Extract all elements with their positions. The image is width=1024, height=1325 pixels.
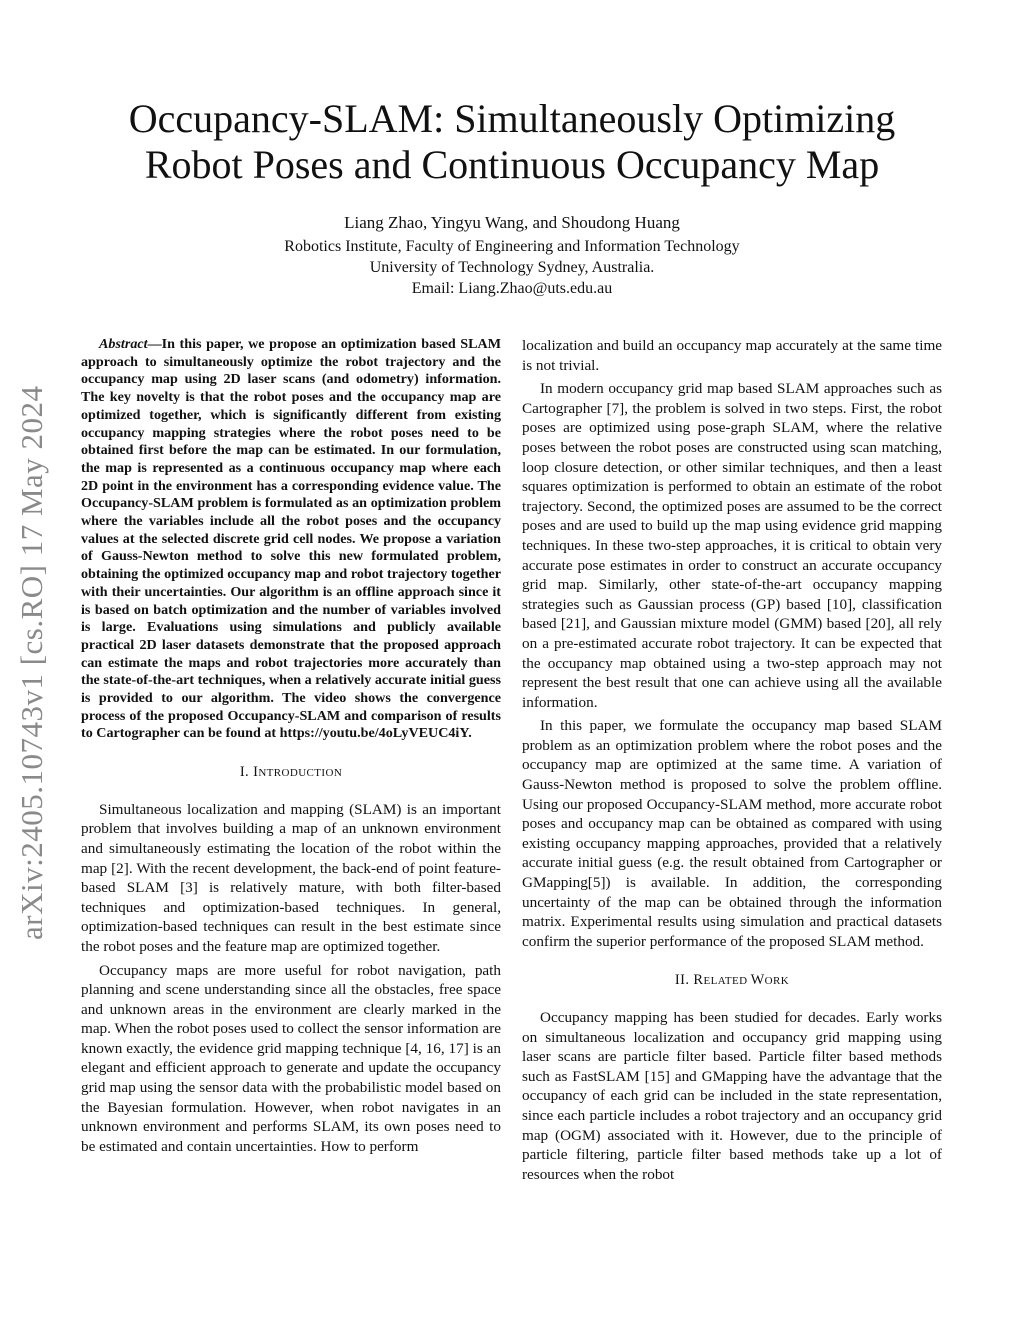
affiliation-line-2: University of Technology Sydney, Australia. xyxy=(369,259,655,276)
paper-title xyxy=(60,96,964,188)
intro-paragraph-1: Simultaneous localization and mapping (SLAM) is an important problem that involves building a map of an unknown environment and simultaneously estimating the location of the robot within the map [2]. With the recent development, the back-end of point feature-based SLAM [3] is relatively mature, with both filter-based techniques and optimization-based techniques. In general, optimization-based techniques can result in the best estimate since the robot poses and the feature map are optimized together. xyxy=(81,800,501,955)
section-initial: I xyxy=(253,764,259,781)
intro-paragraph-3: localization and build an occupancy map accurately at the same time is not trivial. xyxy=(522,337,942,374)
section-numeral: I. xyxy=(239,764,254,781)
intro-paragraph-5: In this paper, we formulate the occupancy map based SLAM problem as an optimization problem where the robot poses and the occupancy map are optimized at the same time. A variation of Gauss-Newton method is proposed to solve the problem offline. Using our proposed Occupancy-SLAM method, more accurate robot poses and occupancy map can be obtained as compared with using existing occupancy mapping approaches, provided that a relatively accurate initial guess (e.g. the result obtained from Cartographer or GMapping[5]) is available. In addition, the corresponding uncertainty of the map can be obtained through the information matrix. Experimental results using simulation and practical datasets confirm the superior performance of the proposed SLAM method. xyxy=(522,717,942,950)
author-names: Liang Zhao, Yingyu Wang, and Shoudong Huang xyxy=(344,213,680,232)
abstract-label: Abstract xyxy=(99,336,148,352)
section-numeral: II. xyxy=(674,972,694,989)
right-column xyxy=(522,336,942,1184)
section-title-rest: NTRODUCTION xyxy=(258,767,343,780)
intro-paragraph-4: In modern occupancy grid map based SLAM approaches such as Cartographer [7], the problem is solved in two steps. First, the robot poses are optimized using pose-graph SLAM, where the relative poses between the robot poses are constructed using scan matching, loop closure detection, or other similar techniques, and then a least squares optimization is performed to obtain an estimate of the robot trajectory. Second, the optimized poses are assumed to be the correct poses and are used to build up the map using evidence grid mapping techniques. In these two-step approaches, it is critical to obtain very accurate pose estimates in order to construct an accurate occupancy grid map. Similarly, other state-of-the-art occupancy mapping strategies such as Gaussian process (GP) based [10], classification based [21], and Gaussian mixture model (GMM) based [20], all rely on a pre-estimated accurate robot trajectory. It can be expected that the occupancy map obtained using a two-step approach may not represent the best result that one can achieve using all the available information. xyxy=(522,380,942,711)
related-work-paragraph-1: Occupancy mapping has been studied for decades. Early works on simultaneous localization and occupancy grid mapping using laser scans are particle filter based. Particle filter based methods such as FastSLAM [15] and GMapping have the advantage that the occupancy of each grid can be included in the state representation, since each particle includes a robot trajectory and an occupancy grid map (OGM) associated with it. However, due to the principle of particle filtering, particle filter based methods take up a lot of resources when the robot xyxy=(522,1009,942,1183)
arxiv-stamp: arXiv:2405.10743v1 [cs.RO] 17 May 2024 xyxy=(14,385,49,940)
section-heading-related-work xyxy=(522,971,942,992)
author-email: Email: Liang.Zhao@uts.edu.au xyxy=(411,280,613,297)
section-initial: W xyxy=(750,972,765,989)
section-title-rest: ELATED xyxy=(703,975,751,988)
title-line-2: Robot Poses and Continuous Occupancy Map xyxy=(144,142,880,187)
section-title-rest: ORK xyxy=(764,975,790,988)
title-line-1: Occupancy-SLAM: Simultaneously Optimizing xyxy=(128,96,896,141)
affiliation-line-1: Robotics Institute, Faculty of Engineering and Information Technology xyxy=(284,238,740,255)
abstract xyxy=(81,336,501,743)
abstract-text: —In this paper, we propose an optimization based SLAM approach to simultaneously optimize the robot trajectory and the occupancy map using 2D laser scans (and odometry) information. The key novelty is that the robot poses and the occupancy map are optimized together, which is significantly different from existing occupancy mapping strategies where the robot poses need to be obtained first before the map can be estimated. In our formulation, the map is represented as a continuous occupancy map where each 2D point in the environment has a corresponding evidence value. The Occupancy-SLAM problem is formulated as an optimization problem where the variables include all the robot poses and the occupancy values at the selected discrete grid cell nodes. We propose a variation of Gauss-Newton method to solve this new formulated problem, obtaining the optimized occupancy map and robot trajectory together with their uncertainties. Our algorithm is an offline approach since it is based on batch optimization and the number of variables involved is large. Evaluations using simulations and publicly available practical 2D laser datasets demonstrate that the proposed approach can estimate the maps and robot trajectories more accurately than the state-of-the-art techniques, when a relatively accurate initial guess is provided to our algorithm. The video shows the convergence process of the proposed Occupancy-SLAM and comparison of results to Cartographer can be found at https://youtu.be/4oLyVEUC4iY. xyxy=(81,336,501,742)
intro-paragraph-2: Occupancy maps are more useful for robot navigation, path planning and scene understanding since all the obstacles, free space and unknown areas in the environment are clearly marked in the map. When the robot poses used to collect the sensor information are known exactly, the evidence grid mapping technique [4, 16, 17] is an elegant and efficient approach to generate and update the occupancy grid map using the sensor data with the probabilistic model based on the Bayesian formulation. However, when robot navigates in an unknown environment and performs SLAM, its own poses need to be estimated and contain uncertainties. How to perform xyxy=(81,961,501,1155)
section-heading-introduction xyxy=(81,763,501,784)
section-initial: R xyxy=(693,972,704,989)
author-block xyxy=(60,212,964,299)
left-column xyxy=(81,336,501,1156)
